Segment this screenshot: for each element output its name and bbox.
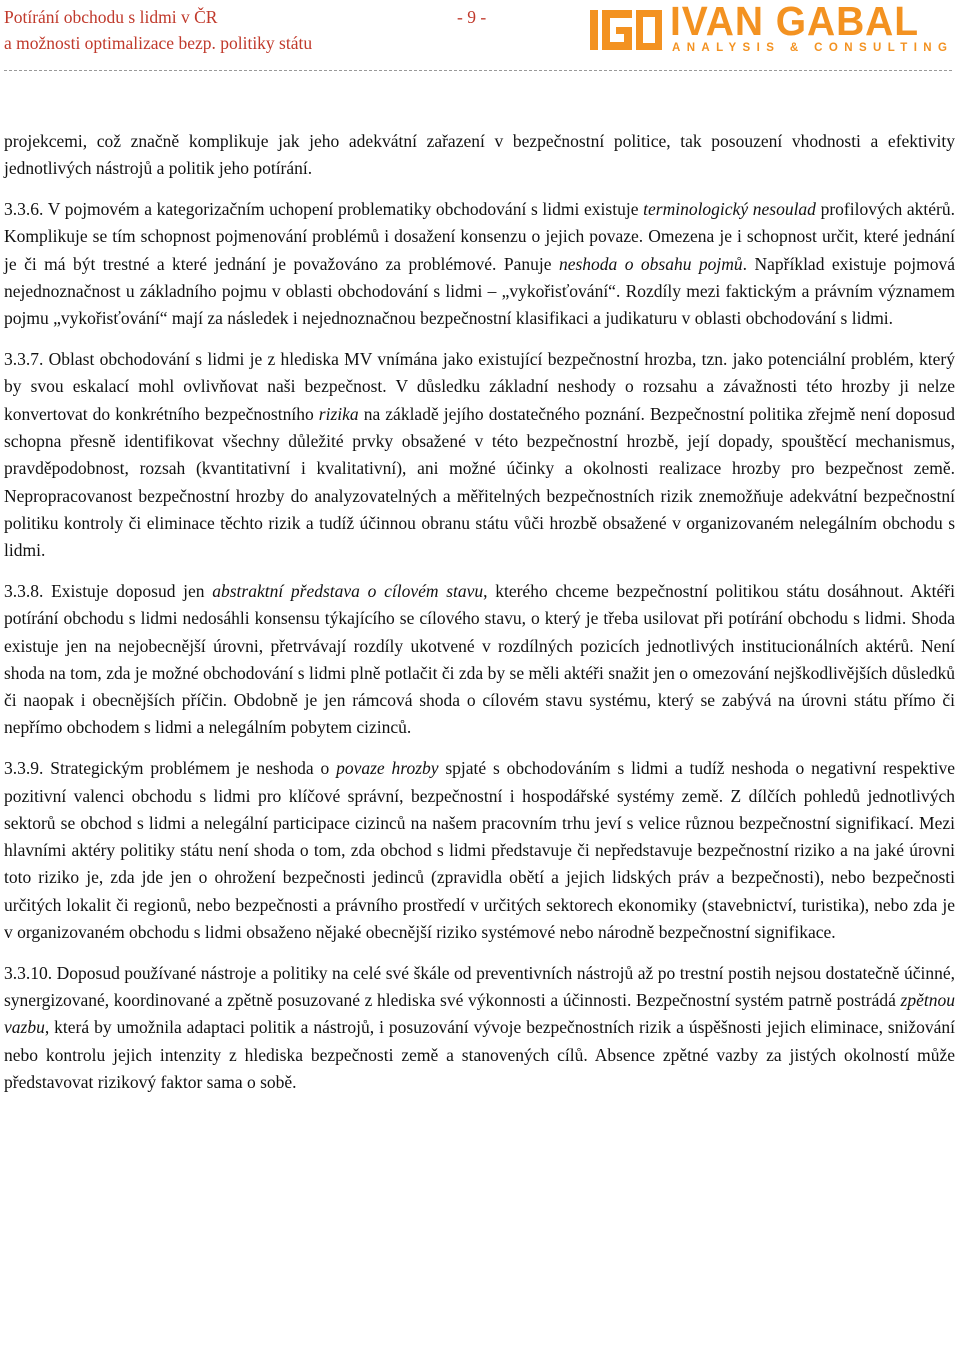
paragraph xyxy=(4,346,955,564)
logo-name: IVAN GABAL xyxy=(670,0,919,44)
text-run: . Například existuje pojmová nejednoznačnost u základního pojmu v oblasti obchodování s lidmi – „vykořisťování“. Rozdíly mezi faktickým a právním významem pojmu „vykořisťování“ mají za následek i nejednoznačnou bezpečnostní klasifikaci a judikaturu v oblasti obchodování s lidmi. xyxy=(4,253,955,329)
text-run: 3.3.8. Existuje doposud jen xyxy=(4,580,213,601)
emphasized-text: abstraktní představa o cílovém stavu xyxy=(212,580,484,601)
logo-tagline: ANALYSIS & CONSULTING xyxy=(672,42,954,54)
text-run: 3.3.7. Oblast obchodování s lidmi je z hlediska MV vnímána jako existující bezpečnostní hrozba, tzn. jako potenciální problém, který by svou eskalací mohl ovlivňovat naši bezpečnost. V důsledku základní neshody o rozsahu a závažnosti této hrozby ji nelze konvertovat do konkrétního bezpečnostního xyxy=(4,349,955,424)
text-run: spjaté s obchodováním s lidmi a tudíž neshoda o negativní respektive pozitivní valenci obchodu s lidmi pro klíčové správní, bezpečnostní i hospodářské systémy země. Z dílčích pohledů jednotlivých sektorů se obchod s lidmi a nelegální participace cizinců na našem pracovním trhu jeví s velice různou bezpečnostní signifikací. Mezi hlavními aktéry politiky státu není shoda o tom, zda obchod s lidmi představuje či nepředstavuje bezpečnostní riziko a na jaké úrovni toto riziko je, zda jde jen o ohrožení bezpečnosti jedinců (zpravidla obětí a jejich lidských práv a bezpečnosti), nebo bezpečnosti určitých lokalit či regionů, nebo bezpečnosti a právního prostředí v určitých sektorech ekonomiky (stavebnictví, turistika), nebo zda je v organizovaném obchodu s lidmi obsaženo nějaké obecnější riziko systémové nebo národně bezpečnostní signifikace. xyxy=(4,758,955,943)
emphasized-text: zpětnou vazbu xyxy=(4,990,955,1038)
emphasized-text: rizika xyxy=(318,403,359,424)
paragraph xyxy=(4,578,955,742)
paragraph xyxy=(4,196,955,332)
running-title-line1: Potírání obchodu s lidmi v ČR xyxy=(4,7,218,27)
text-run: 3.3.9. Strategickým problémem je neshoda o xyxy=(4,758,337,779)
text-run: projekcemi, což značně komplikuje jak jeho adekvátní zařazení v bezpečnostní politice, tak posouzení vhodnosti a efektivity jednotlivých nástrojů a politik jeho potírání. xyxy=(4,131,955,179)
emphasized-text: neshoda o obsahu pojmů xyxy=(558,253,743,274)
text-run: 3.3.10. Doposud používané nástroje a politiky na celé své škále od preventivních nástrojů až po trestní postih nejsou dostatečně účinné, synergizované, koordinované a zpětně posuzované z hlediska své výkonnosti a účinnosti. Bezpečnostní systém patrně postrádá xyxy=(4,962,955,1011)
page-header xyxy=(0,0,960,70)
paragraph xyxy=(4,960,955,1096)
ig-logo-mark-icon xyxy=(588,4,664,56)
text-run: , kterého chceme bezpečnostní politikou státu dosáhnout. Aktéři potírání obchodu s lidmi nedosáhli konsensu týkajícího se cílového stavu, o který je třeba usilovat při potírání obchodu s lidmi. Shoda existuje jen na nejobecnější úrovni, přetrvávají rozdíly ukotvené v rozdílných pozicích jednotlivých institucionálních aktérů. Není shoda na tom, zda je možné obchodování s lidmi plně potlačit či zda by se měli aktéři snažit jen o omezování nejškodlivějších důsledků či naopak i obecnějších příčin. Obdobně je jen rámcová shoda o cílovém stavu systému, který se zabývá na úrovni státu přímo či nepřímo obchodem s lidmi a nelegálním pobytem cizinců. xyxy=(4,580,955,738)
paragraph xyxy=(4,755,955,946)
running-title xyxy=(4,4,312,56)
emphasized-text: terminologický nesoulad xyxy=(643,199,816,220)
document-body xyxy=(4,128,955,1096)
text-run: 3.3.6. V pojmovém a kategorizačním uchopení problematiky obchodování s lidmi existuje xyxy=(4,199,644,220)
text-run: na základě jejího dostatečného poznání. Bezpečnostní politika zřejmě není doposud schopna přesně identifikovat všechny důležité prvky obsažené v této bezpečnostní hrozbě, její dopady, spouštěcí mechanismus, pravděpodobnost, rozsah (kvantitativní i kvalitativní), ani možné účinky a okolnosti realizace hrozby pro bezpečnost země. Nepropracovanost bezpečnostní hrozby do analyzovatelných a měřitelných bezpečnostních rizik znemožňuje adekvátní bezpečnostní politiku kontroly či eliminace těchto rizik a tudíž účinnou obranu státu vůči hrozbě obsažené v organizovaném nelegálním obchodu s lidmi. xyxy=(4,403,955,561)
page-number: - 9 - xyxy=(457,7,487,27)
header-divider xyxy=(4,70,952,71)
text-run: , která by umožnila adaptaci politik a nástrojů, i posuzování vývoje bezpečnostních rizik a úspěšnosti jejich eliminace, snižování nebo kontrolu jejich intenzity z hlediska bezpečnosti země a stanovených cílů. Absence zpětné vazby za jistých okolností může představovat rizikový faktor sama o sobě. xyxy=(4,1017,955,1092)
company-logo xyxy=(588,0,956,58)
text-run: profilových aktérů. Komplikuje se tím schopnost pojmenování problémů i dosažení konsenzu o jejich povaze. Omezena je i schopnost určit, které jednání je či má být trestné a které jednání je považováno za problémové. Panuje xyxy=(4,199,955,274)
running-title-line2: a možnosti optimalizace bezp. politiky státu xyxy=(4,33,313,53)
emphasized-text: povaze hrozby xyxy=(336,758,439,779)
paragraph xyxy=(4,128,955,183)
